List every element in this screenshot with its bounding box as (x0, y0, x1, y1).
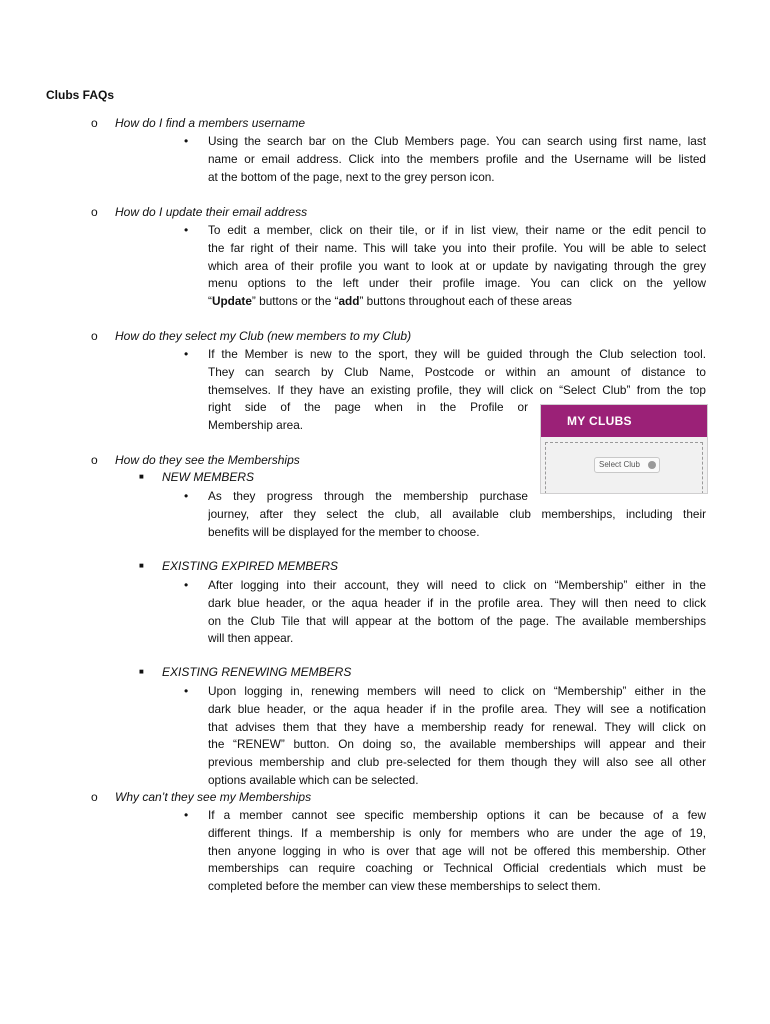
sub-heading-text: EXISTING RENEWING MEMBERS (162, 665, 352, 679)
my-clubs-screenshot (540, 404, 708, 494)
sub-heading-renewing-members (139, 665, 351, 679)
answer-line: If the Member is new to the sport, they will be guided through the Club selection tool. (208, 347, 706, 361)
square-bullet-icon: ■ (139, 667, 144, 676)
square-bullet-icon: ■ (139, 561, 144, 570)
circle-bullet-icon: o (91, 329, 98, 343)
answer-line: themselves. If they have an existing profile, they will click on “Select Club” from the top (208, 382, 706, 397)
answer-line: They can search by Club Name, Postcode or within an amount of distance to (208, 364, 706, 379)
answer-line: If a member cannot see specific membership options it can be because of a few (208, 808, 706, 822)
sub-heading-new-members (139, 470, 254, 484)
answer-line: then anyone logging in who is over that age will not be offered this membership. Other (208, 843, 706, 858)
answer-line: name or email address. Click into the members profile and the Username will be listed (208, 151, 706, 166)
bullet-icon: • (184, 134, 189, 148)
my-clubs-header: MY CLUBS (541, 405, 707, 437)
answer-line: right side of the page when in the Profile or (208, 400, 528, 415)
circle-bullet-icon: o (91, 205, 98, 219)
question-text: How do they select my Club (new members to my Club) (115, 329, 412, 343)
square-bullet-icon: ■ (139, 472, 144, 481)
answer-line: that advises them that they have a membership ready for renewal. They will click on (208, 719, 706, 734)
question-text: How do I update their email address (115, 205, 308, 219)
chevron-circle-icon (648, 461, 656, 469)
faq-answer-1 (184, 133, 706, 186)
answer-line: different things. If a membership is only for members who are under the age of 19, (208, 825, 706, 840)
answer-line (208, 293, 706, 311)
answer-text: ” buttons or the “ (251, 294, 339, 309)
bullet-icon: • (184, 684, 189, 698)
answer-line: Upon logging in, renewing members will need to click on “Membership” either in the (208, 684, 706, 698)
answer-line: dark blue header, or the aqua header if in the profile area. They will see a notification (208, 701, 706, 716)
answer-line: To edit a member, click on their tile, or if in list view, their name or the edit pencil to (208, 223, 706, 237)
answer-line: will then appear. (208, 631, 294, 646)
answer-line: dark blue header, or the aqua header if in the profile area. They will then need to click (208, 595, 706, 610)
bullet-icon: • (184, 347, 189, 361)
answer-line: After logging into their account, they will need to click on “Membership” either in the (208, 578, 706, 592)
bullet-icon: • (184, 223, 189, 237)
faq-answer-4-expired (184, 577, 706, 648)
answer-line: previous membership and club pre-selected for them though they will also see all other (208, 755, 706, 770)
answer-line: Membership area. (208, 418, 304, 433)
answer-line: As they progress through the membership purchase (208, 489, 528, 503)
faq-question-3 (91, 329, 411, 343)
select-club-label: Select Club (599, 460, 640, 469)
faq-answer-4-new (184, 488, 706, 541)
question-text: Why can’t they see my Memberships (115, 790, 312, 804)
my-clubs-panel (545, 442, 703, 494)
faq-question-4 (91, 453, 300, 467)
quote-mark: “ (208, 294, 212, 309)
sub-heading-text: NEW MEMBERS (162, 470, 255, 484)
faq-question-5 (91, 790, 311, 804)
circle-bullet-icon: o (91, 453, 98, 467)
document-title: Clubs FAQs (46, 88, 115, 102)
bullet-icon: • (184, 489, 189, 503)
answer-line: at the bottom of the page, next to the grey person icon. (208, 169, 495, 184)
faq-question-2 (91, 205, 307, 219)
bullet-icon: • (184, 578, 189, 592)
select-club-button (594, 457, 660, 473)
add-keyword: add (338, 294, 360, 309)
answer-line: menu options to the left under their profile image. You can click on the yellow (208, 276, 706, 291)
update-keyword: Update (211, 294, 252, 309)
sub-heading-expired-members (139, 559, 338, 573)
question-text: How do I find a members username (115, 116, 306, 130)
answer-line: memberships can require coaching or Technical Official credentials which must be (208, 861, 706, 876)
answer-text: ” buttons throughout each of these areas (359, 294, 572, 309)
faq-answer-4-renewing (184, 683, 706, 790)
sub-heading-text: EXISTING EXPIRED MEMBERS (162, 559, 339, 573)
answer-line: completed before the member can view these memberships to select them. (208, 879, 601, 894)
circle-bullet-icon: o (91, 790, 98, 804)
answer-line: benefits will be displayed for the member to choose. (208, 524, 480, 539)
answer-line: the far right of their name. This will take you into their profile. You will be able to select (208, 240, 706, 255)
bullet-icon: • (184, 808, 189, 822)
answer-line: journey, after they select the club, all available club memberships, including their (208, 506, 706, 521)
answer-line: Using the search bar on the Club Members page. You can search using first name, last (208, 134, 706, 148)
circle-bullet-icon: o (91, 116, 98, 130)
answer-line: options available which can be selected. (208, 772, 419, 787)
answer-line: on the Club Tile that will appear at the bottom of the page. The available memberships (208, 613, 706, 628)
answer-line: the “RENEW” button. On doing so, the available memberships will appear and their (208, 737, 706, 752)
answer-line: which area of their profile you want to look at or update by navigating through the grey (208, 258, 706, 273)
faq-answer-5 (184, 807, 706, 896)
faq-answer-2 (184, 222, 706, 311)
faq-question-1 (91, 116, 305, 130)
question-text: How do they see the Memberships (115, 453, 300, 467)
